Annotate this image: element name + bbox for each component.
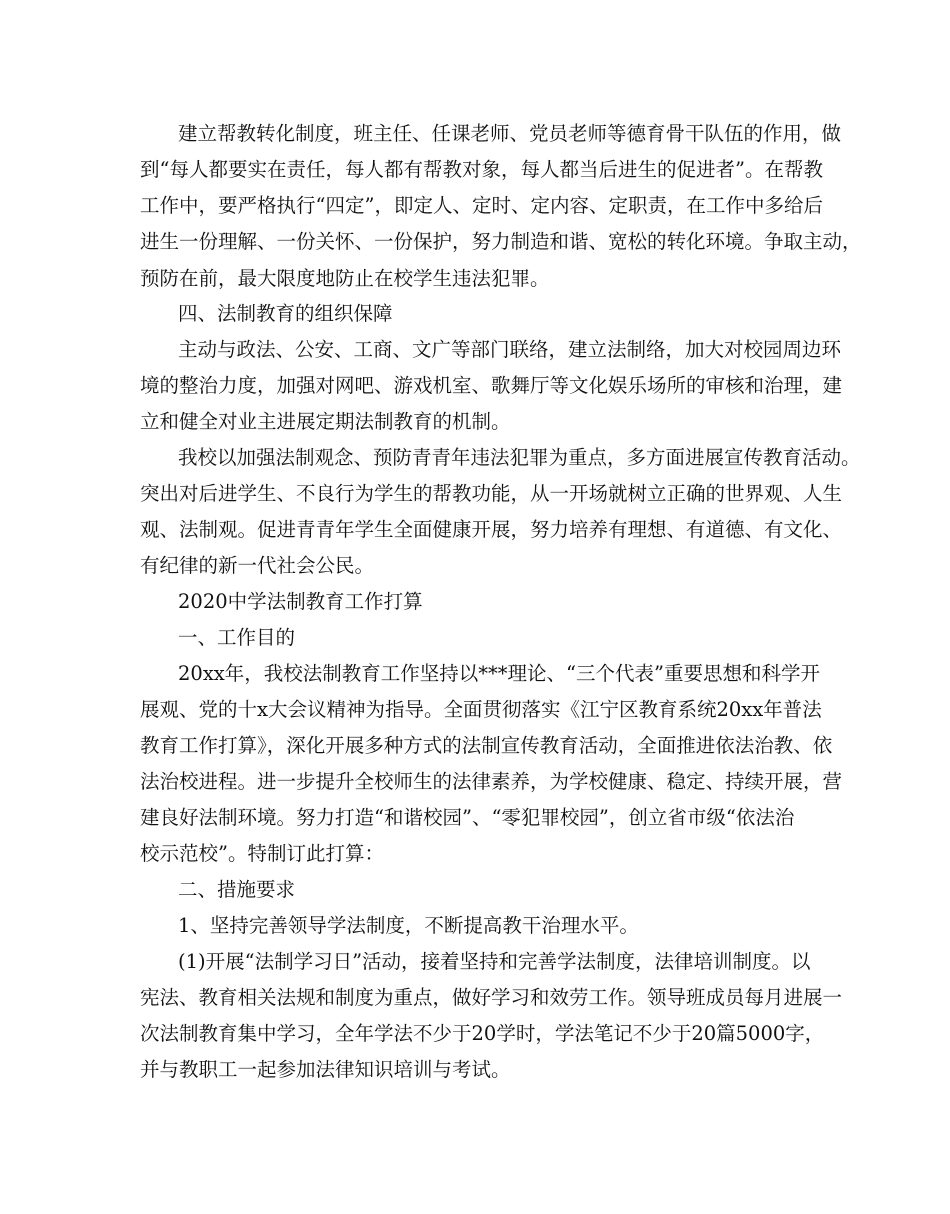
paragraph-line: 工作中，要严格执行“四定”，即定人、定时、定内容、定职责，在工作中多给后 xyxy=(140,194,823,217)
paragraph-line: 校示范校”。特制订此打算： xyxy=(140,842,384,865)
section-heading: 四、法制教育的组织保障 xyxy=(178,302,393,325)
paragraph-line: 教育工作打算》，深化开展多种方式的法制宣传教育活动，全面推进依法治教、依 xyxy=(140,734,833,757)
paragraph-line: 主动与政法、公安、工商、文广等部门联络，建立法制络，加大对校园周边环 xyxy=(178,338,842,361)
paragraph-line: 次法制教育集中学习，全年学法不少于20学时，学法笔记不少于20篇5000字， xyxy=(140,1022,825,1045)
paragraph-line: 立和健全对业主进展定期法制教育的机制。 xyxy=(140,410,511,433)
section-heading: 一、工作目的 xyxy=(178,626,296,649)
paragraph-line: 有纪律的新一代社会公民。 xyxy=(140,554,375,577)
paragraph-line: 观、法制观。促进青青年学生全面健康开展，努力培养有理想、有道德、有文化、 xyxy=(140,518,843,541)
paragraph-line: 预防在前，最大限度地防止在校学生违法犯罪。 xyxy=(140,267,550,290)
paragraph-line: 境的整治力度，加强对网吧、游戏机室、歌舞厅等文化娱乐场所的审核和治理，建 xyxy=(140,374,843,397)
section-heading: 二、措施要求 xyxy=(178,878,296,901)
document-title: 2020中学法制教育工作打算 xyxy=(178,590,423,613)
paragraph-line: 突出对后进学生、不良行为学生的帮教功能，从一开场就树立正确的世界观、人生 xyxy=(140,482,843,505)
paragraph-line: 并与教职工一起参加法律知识培训与考试。 xyxy=(140,1058,511,1081)
paragraph-line: 20xx年，我校法制教育工作坚持以***理论、“三个代表”重要思想和科学开 xyxy=(178,662,820,685)
paragraph-line: 展观、党的十x大会议精神为指导。全面贯彻落实《江宁区教育系统20xx年普法 xyxy=(140,698,822,721)
paragraph-line: 建立帮教转化制度，班主任、任课老师、党员老师等德育骨干队伍的作用，做 xyxy=(178,122,842,145)
paragraph-line: (1)开展“法制学习日”活动，接着坚持和完善学法制度，法律培训制度。以 xyxy=(178,950,811,973)
paragraph-line: 法治校进程。进一步提升全校师生的法律素养，为学校健康、稳定、持续开展，营 xyxy=(140,770,843,793)
paragraph-line: 1、坚持完善领导学法制度，不断提高教干治理水平。 xyxy=(178,914,639,937)
paragraph-line: 宪法、教育相关法规和制度为重点，做好学习和效劳工作。领导班成员每月进展一 xyxy=(140,986,843,1009)
paragraph-line: 进生一份理解、一份关怀、一份保护，努力制造和谐、宽松的转化环境。争取主动， xyxy=(140,230,862,253)
paragraph-line: 我校以加强法制观念、预防青青年违法犯罪为重点，多方面进展宣传教育活动。 xyxy=(178,446,861,469)
paragraph-line: 建良好法制环境。努力打造“和谐校园”、“零犯罪校园”，创立省市级“依法治 xyxy=(140,806,795,829)
paragraph-line: 到“每人都要实在责任，每人都有帮教对象，每人都当后进生的促进者”。在帮教 xyxy=(140,158,823,181)
